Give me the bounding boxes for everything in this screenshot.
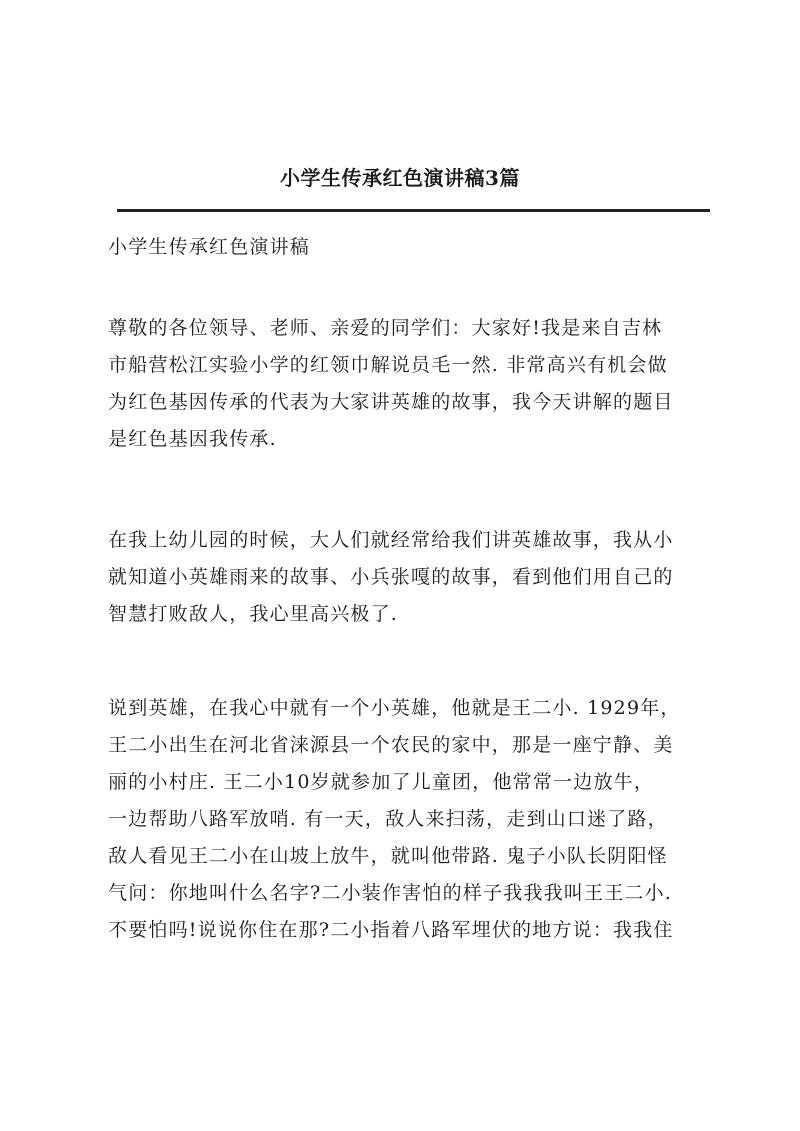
paragraph-line: 气问：你地叫什么名字?二小装作害怕的样子我我我叫王王二小. xyxy=(108,882,673,904)
paragraph-2 xyxy=(108,522,713,633)
paragraph-line: 一边帮助八路军放哨. 有一天，敌人来扫荡，走到山口迷了路， xyxy=(108,808,668,830)
paragraph-1 xyxy=(108,310,713,458)
paragraph-line: 智慧打败敌人，我心里高兴极了. xyxy=(108,603,399,625)
paragraph-line: 就知道小英雄雨来的故事、小兵张嘎的故事，看到他们用自己的 xyxy=(108,566,674,588)
paragraph-3 xyxy=(108,690,713,949)
paragraph-line: 王二小出生在河北省涞源县一个农民的家中，那是一座宁静、美 xyxy=(108,734,674,756)
paragraph-line: 在我上幼儿园的时候，大人们就经常给我们讲英雄故事，我从小 xyxy=(108,529,674,551)
section-subtitle: 小学生传承红色演讲稿 xyxy=(108,236,311,258)
paragraph-line: 市船营松江实验小学的红领巾解说员毛一然. 非常高兴有机会做 xyxy=(108,354,668,376)
paragraph-line: 是红色基因我传承. xyxy=(108,428,277,450)
document-title: 小学生传承红色演讲稿3篇 xyxy=(280,166,520,190)
paragraph-line: 敌人看见王二小在山坡上放牛，就叫他带路. 鬼子小队长阴阳怪 xyxy=(108,845,668,867)
paragraph-line: 尊敬的各位领导、老师、亲爱的同学们：大家好!我是来自吉林 xyxy=(108,317,663,339)
paragraph-line: 说到英雄，在我心中就有一个小英雄，他就是王二小. 1929年， xyxy=(108,697,681,719)
title-divider xyxy=(117,209,710,212)
paragraph-line: 为红色基因传承的代表为大家讲英雄的故事，我今天讲解的题目 xyxy=(108,391,674,413)
paragraph-line: 不要怕吗!说说你住在那?二小指着八路军埋伏的地方说：我我住 xyxy=(108,919,674,941)
paragraph-line: 丽的小村庄. 王二小10岁就参加了儿童团，他常常一边放牛， xyxy=(108,771,655,793)
